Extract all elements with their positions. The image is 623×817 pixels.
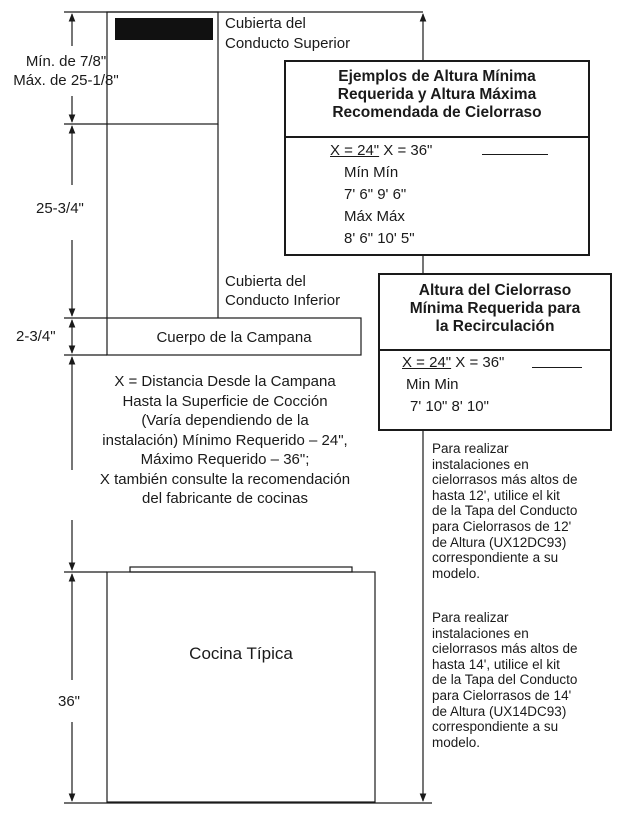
note-12ft-kit: Para realizar instalaciones en cielorrasos más altos de hasta 12', utilice el kit de la Tapa del Conducto para Cielorrasos de 12' de Altura (UX12DC93) correspondiente a su modelo. [432, 441, 578, 581]
max-top-label: Máx. de 25-1/8" [13, 72, 119, 89]
min-row-label: Mín Mín [344, 164, 399, 181]
ceiling-examples-box [284, 60, 590, 256]
upper-duct-cover-label: Cubierta del Conducto Superior [225, 15, 351, 52]
dim-25-3-4-label: 25-3/4" [36, 200, 84, 217]
min-max-top-dimension [10, 52, 122, 90]
dim-36-label: 36" [58, 693, 81, 710]
upper-cover-cap [115, 18, 213, 40]
max-row-label: Máx Máx [344, 208, 405, 225]
hood-body-label: Cuerpo de la Campana [156, 329, 312, 346]
recirculation-box [378, 273, 612, 431]
dim-2-3-4-label: 2-3/4" [16, 328, 56, 345]
recirculation-title: Altura del Cielorraso Mínima Requerida para la Recirculación [380, 275, 610, 351]
lower-duct-cover-label: Cubierta del Conducto Inferior [225, 273, 341, 309]
header-blank-line [482, 154, 548, 155]
max-row-values: 8' 6" 10' 5" [344, 230, 415, 247]
x-distance-note: X = Distancia Desde la Campana Hasta la Superficie de Cocción (Varía dependiendo de la instalación) Mínimo Requerido – 24", Máximo Requerido – 36"; X también consulte la recomendación del fabricante de cocinas [99, 373, 351, 507]
range-outline [107, 572, 375, 802]
ceiling-examples-header: X = 24" X = 36" [330, 142, 433, 159]
min-row-values: 7' 6" 9' 6" [344, 186, 407, 203]
min-top-label: Mín. de 7/8" [25, 53, 107, 70]
recirc-min-values: 7' 10" 8' 10" [410, 398, 489, 415]
recirc-min-label: Min Min [406, 376, 459, 393]
recirc-header-blank-line [532, 367, 582, 368]
ceiling-examples-title: Ejemplos de Altura Mínima Requerida y Altura Máxima Recomendada de Cielorraso [286, 62, 588, 138]
range-top-strip [130, 567, 352, 572]
recirculation-header: X = 24" X = 36" [402, 354, 505, 371]
note-14ft-kit: Para realizar instalaciones en cielorrasos más altos de hasta 14', utilice el kit de la Tapa del Conducto para Cielorrasos de 14' de Altura (UX14DC93) correspondiente a su modelo. [432, 610, 578, 750]
range-label: Cocina Típica [189, 644, 293, 663]
